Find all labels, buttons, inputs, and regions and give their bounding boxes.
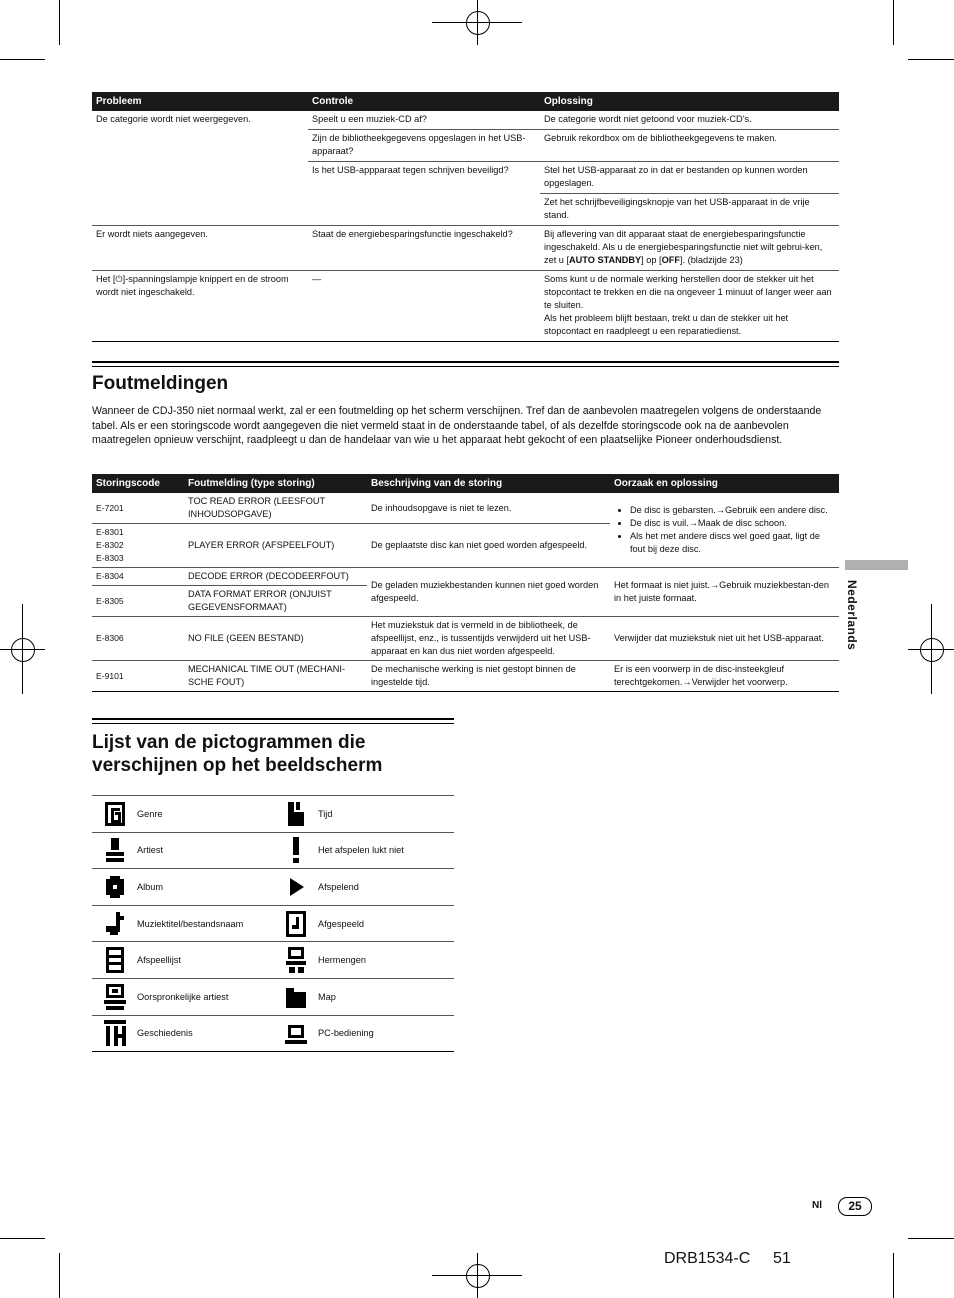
column-header: Foutmelding (type storing) [184,474,367,493]
section-rule [92,361,839,363]
crop-mark [59,0,60,45]
registration-circle [920,638,944,662]
exclamation-icon [284,836,308,864]
error-message: PLAYER ERROR (AFSPEELFOUT) [184,524,367,568]
icon-label: Het afspelen lukt niet [318,832,454,869]
registration-circle [466,11,490,35]
table-row [92,568,839,586]
error-description: Het muziekstuk dat is vermeld in de bibliotheek, de afspeellijst, enz., is tussentijds verwijderd uit het USB-apparaat en kan dus niet worden afgespeeld. [367,617,610,661]
playlist-icon-cell [92,942,137,979]
playlist-icon [103,946,127,974]
icon-label: Afgespeeld [318,905,454,942]
crop-mark [59,1253,60,1298]
icon-label: Genre [137,796,273,833]
solution-cell: Zet het schrijfbeveiligingsknopje van het USB-apparaat in de vrije stand. [540,194,839,226]
table-row [92,661,839,692]
played-icon-cell [273,905,318,942]
time-icon-cell [273,796,318,833]
problem-cell: Er wordt niets aangegeven. [92,226,308,271]
error-table [92,474,839,692]
error-solution: Verwijder dat muziekstuk niet uit het USB-apparaat. [610,617,839,661]
icon-label: PC-bediening [318,1015,454,1052]
list-item: • Als het met andere discs wel goed gaat, ligt de fout bij deze disc. [630,530,835,556]
laptop-icon [284,1019,308,1047]
table-row [92,869,454,906]
check-cell: Is het USB-appparaat tegen schrijven beveiligd? [308,162,540,226]
error-code: E-7201 [92,493,184,524]
error-solution: Er is een voorwerp in de disc-insteekgleuf terechtgekomen.→Verwijder het voorwerp. [610,661,839,692]
section-rule [92,723,454,724]
error-solution [610,493,839,568]
warning-icon-cell [273,832,318,869]
solution-text: ] op [ [641,255,662,265]
table-header-row [92,92,839,111]
album-icon-cell [92,869,137,906]
table-row [92,1015,454,1052]
document-code: DRB1534-C [664,1250,751,1267]
folder-icon-cell [273,978,318,1015]
error-description: De inhoudsopgave is niet te lezen. [367,493,610,524]
table-row [92,271,839,342]
solution-text: Soms kunt u de normale werking herstellen door de stekker uit het stopcontact te trekken en die na ongeveer 1 minuut of langer weer aan te sluiten. [544,274,832,310]
time-icon [284,800,308,828]
section-rule [92,366,839,367]
table-row [92,226,839,271]
language-tab [845,560,908,570]
remix-icon [284,946,308,974]
title-line: verschijnen op het beeldscherm [92,755,383,776]
check-cell: — [308,271,540,342]
error-message: TOC READ ERROR (LEESFOUT INHOUDSOPGAVE) [184,493,367,524]
column-header: Controle [308,92,540,111]
error-message: NO FILE (GEEN BESTAND) [184,617,367,661]
title-line: Lijst van de pictogrammen die [92,732,366,753]
icon-label: Map [318,978,454,1015]
column-header: Oplossing [540,92,839,111]
check-cell: Zijn de bibliotheekgegevens opgeslagen in het USB-apparaat? [308,130,540,162]
table-header-row [92,474,839,493]
table-row [92,796,454,833]
list-item: • De disc is vuil.→Maak de disc schoon. [630,517,835,530]
registration-circle [11,638,35,662]
crop-mark [908,59,954,60]
pc-icon-cell [273,1015,318,1052]
problem-cell: Het [⏻]-spanningslampje knippert en de stroom wordt niet ingeschakeld. [92,271,308,342]
section-title [92,731,382,777]
table-row [92,978,454,1015]
artist-icon [103,836,127,864]
error-message: DECODE ERROR (DECODEERFOUT) [184,568,367,586]
table-row [92,832,454,869]
solution-text: Bij aflevering van dit apparaat staat de energiebesparingsfunctie ingeschakeld. Als u de energiebesparingsfunctie niet wilt gebrui-ken, zet u [ [544,229,823,265]
icon-label: Tijd [318,796,454,833]
solution-list [614,504,835,556]
section-intro: Wanneer de CDJ-350 niet normaal werkt, zal er een foutmelding op het scherm verschijnen. Tref dan de aanbevolen maatregelen volgens de onderstaande tabel. Als er een storingscode wordt aangegeven die niet vermeld staat in de onderstaande tabel, of als dezelfde storingscode ook na de aanbevolen maatregelen opnieuw verschijnt, raadpleegt u dan de handelaar van wie u het apparaat hebt gekocht of een plaatselijke Pioneer onderhoudsdienst. [92,405,822,446]
check-cell: Speelt u een muziek-CD af? [308,111,540,130]
section-rule [92,718,454,720]
list-item: • De disc is gebarsten.→Gebruik een andere disc. [630,504,835,517]
error-description: De geladen muziekbestanden kunnen niet goed worden afgespeeld. [367,568,610,617]
print-page-number: 51 [773,1250,791,1267]
played-note-icon [284,910,308,938]
setting-name: AUTO STANDBY [569,255,642,265]
column-header: Beschrijving van de storing [367,474,610,493]
play-icon [284,873,308,901]
playing-icon-cell [273,869,318,906]
folder-icon [284,983,308,1011]
registration-circle [466,1264,490,1288]
column-header: Probleem [92,92,308,111]
icon-label: Album [137,869,273,906]
error-description: De mechanische werking is niet gestopt binnen de ingestelde tijd. [367,661,610,692]
crop-mark [893,0,894,45]
error-code: E-8305 [92,586,184,617]
troubleshooting-table [92,92,839,342]
track-icon-cell [92,905,137,942]
solution-cell [540,271,839,342]
problem-cell: De categorie wordt niet weergegeven. [92,111,308,226]
solution-cell: Gebruik rekordbox om de bibliotheekgegevens te maken. [540,130,839,162]
column-header: Storingscode [92,474,184,493]
table-row [92,942,454,979]
error-code: E-8304 [92,568,184,586]
solution-text: Als het probleem blijft bestaan, trekt u dan de stekker uit het stopcontact en raadpleegt u een reparatiedienst. [544,313,789,336]
history-icon-cell [92,1015,137,1052]
error-code: E-8306 [92,617,184,661]
icon-label: Artiest [137,832,273,869]
artist-icon-cell [92,832,137,869]
error-solution: Het formaat is niet juist.→Gebruik muziekbestan-den in het juiste formaat. [610,568,839,617]
original-artist-icon [103,983,127,1011]
solution-cell: De categorie wordt niet getoond voor muziek-CD’s. [540,111,839,130]
original-artist-icon-cell [92,978,137,1015]
solution-cell: Stel het USB-apparaat zo in dat er bestanden op kunnen worden opgeslagen. [540,162,839,194]
icon-label: Afspeellijst [137,942,273,979]
music-note-icon [103,910,127,938]
icon-table [92,795,454,1052]
remix-icon-cell [273,942,318,979]
table-row [92,111,839,130]
crop-mark [908,1238,954,1239]
history-icon [103,1019,127,1047]
solution-text: ]. (bladzijde 23) [679,255,743,265]
setting-value: OFF [661,255,680,265]
table-row [92,493,839,524]
solution-cell [540,226,839,271]
disc-icon [103,873,127,901]
table-row [92,617,839,661]
error-message: DATA FORMAT ERROR (ONJUIST GEGEVENSFORMAAT) [184,586,367,617]
icon-label: Geschiedenis [137,1015,273,1052]
language-label: Nederlands [845,580,859,651]
icon-label: Muziektitel/bestandsnaam [137,905,273,942]
crop-mark [893,1253,894,1298]
crop-mark [0,59,45,60]
genre-icon-cell [92,796,137,833]
error-message: MECHANICAL TIME OUT (MECHANI-SCHE FOUT) [184,661,367,692]
column-header: Oorzaak en oplossing [610,474,839,493]
page-language: Nl [812,1200,822,1211]
table-row [92,905,454,942]
error-description: De geplaatste disc kan niet goed worden afgespeeld. [367,524,610,568]
icon-label: Afspelend [318,869,454,906]
section-title: Foutmeldingen [92,373,229,394]
error-code: E-8301 E-8302 E-8303 [92,524,184,568]
error-code: E-9101 [92,661,184,692]
icon-label: Hermengen [318,942,454,979]
crop-mark [0,1238,45,1239]
page-number: 25 [838,1197,872,1216]
genre-icon [103,800,127,828]
icon-label: Oorspronkelijke artiest [137,978,273,1015]
check-cell: Staat de energiebesparingsfunctie ingeschakeld? [308,226,540,271]
